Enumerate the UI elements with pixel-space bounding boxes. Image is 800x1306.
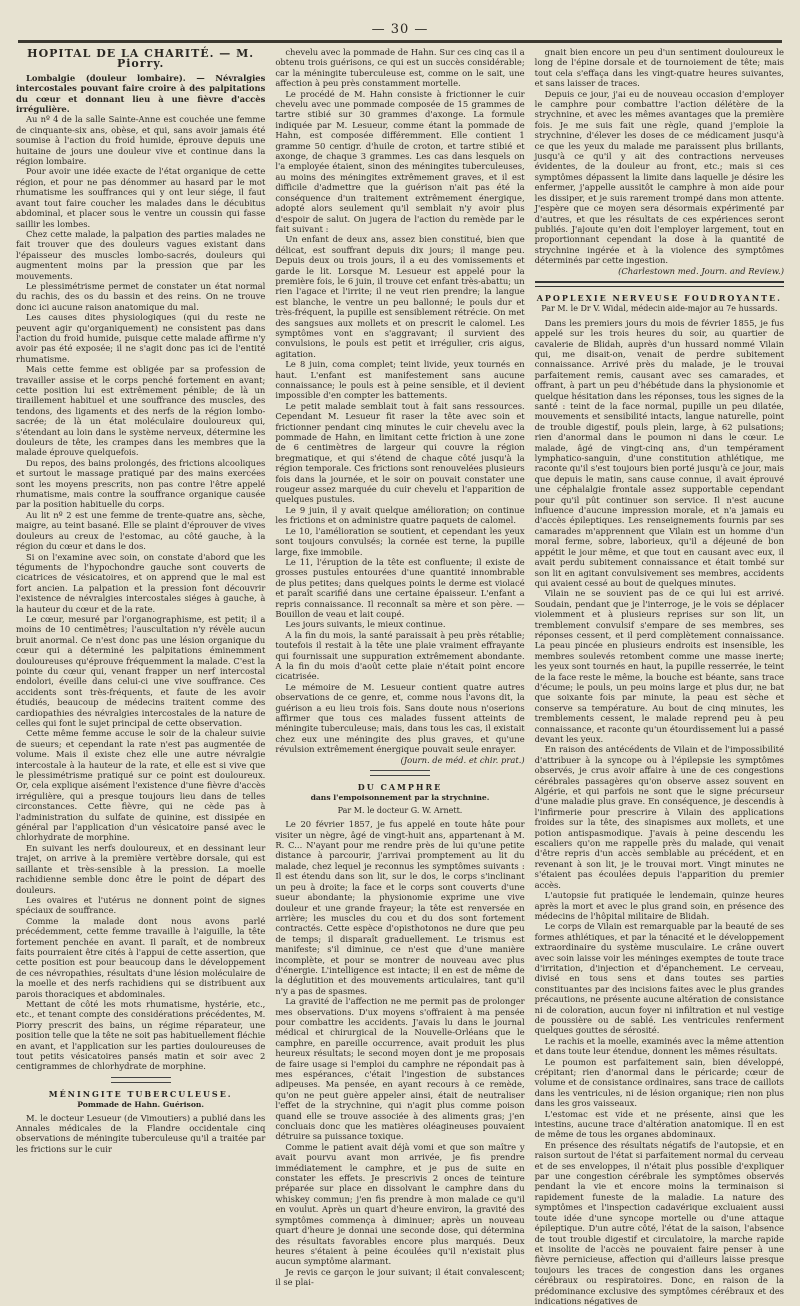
article-title-apoplexie: APOPLEXIE NERVEUSE FOUDROYANTE. xyxy=(536,292,782,303)
page-header xyxy=(10,8,790,40)
paragraph: En présence des résultats négatifs de l'autopsie, et en raison surtout de l'état si parfaitement normal du cerveau et de ses enveloppes, il n'était plus possible d'expliquer par une congestion cérébrale les symptômes observés pendant la vie et encore moins la terminaison si rapidement funeste de la maladie. La nature des symptômes et l'inspection cadavérique excluaient aussi toute idée d'une syncope mortelle ou d'une attaque épileptique. D'un autre côté, l'état de la saison, l'absence de tout trouble digestif et circulatoire, la marche rapide et insolite de l'accès ne pouvaient faire penser à une fièvre pernicieuse, affection qui d'ailleurs laisse presque toujours les traces de congestion dans les organes cérébraux ou respiratoires. Donc, en raison de la prédominance exclusive des symptômes cérébraux et des indications négatives de xyxy=(534,1139,784,1306)
article-body-camphre xyxy=(275,819,524,1287)
column-1 xyxy=(16,47,265,1177)
article-body-charite xyxy=(16,114,265,1071)
article-byline-apoplexie: Par M. le Dr V. Widal, médecin aide-major au 7e hussards. xyxy=(541,304,778,314)
paragraph: Le 8 juin, coma complet; teint livide, yeux tournés en haut. L'enfant est manifestement sans aucune connaissance; le pouls est à peine sensible, et il devient impossible d'en compter les battements. xyxy=(275,359,525,401)
paragraph: Le procédé de M. Hahn consiste à frictionner le cuir chevelu avec une pommade composée de 15 grammes de tartre stibié sur 30 grammes d'axonge. La formule indiquée par M. Lesueur, comme étant la pommade de Hahn, est composée différemment. Elle contient 1 gramme 50 centigr. d'huile de croton, et tartre stibié et axonge, de chaque 3 grammes. Les cas dans lesquels on l'a employée étaient, sinon des méningites tuberculeuses, au moins des méningites extrêmement graves, et il est difficile d'admettre que la guérison n'ait pas été la conséquence d'un traitement extrêmement énergique, adopté alors seulement qu'il semblait n'y avoir plus d'espoir de salut. On jugera de l'action du remède par le fait suivant : xyxy=(275,88,525,234)
paragraph: gnait bien encore un peu d'un sentiment douloureux le long de l'épine dorsale et de tournoiement de tête; mais tout cela s'effaça dans les vingt-quatre heures suivantes, et sans laisser de traces. xyxy=(534,47,784,89)
paragraph: chevelu avec la pommade de Hahn. Sur ces cinq cas il a obtenu trois guérisons, ce qui est un succès considérable; car la méningite tuberculeuse est, comme on le sait, une affection à peu près constamment mortelle. xyxy=(275,47,525,89)
paragraph: Le poumon est parfaitement sain, bien développé, crépitant; rien d'anormal dans le péricarde; cœur de volume et de consistance ordinaires, sans trace de caillots dans les ventricules, ni de lésion organique; rien non plus dans les gros vaisseaux. xyxy=(534,1056,784,1109)
column-3 xyxy=(534,47,784,1306)
source-citation: (Charlestown med. Journ. and Review.) xyxy=(618,265,784,276)
page-number: — 30 — xyxy=(371,22,429,37)
article-subtitle-camphre: dans l'empoisonnement par la strychnine. xyxy=(310,793,490,803)
paragraph: Dans les premiers jours du mois de février 1855, je fus appelé sur les trois heures du soir, au quartier de cavalerie de Blidah, auprès d'un hussard nommé Vilain qui, me disait-on, venait de perdre subitement connaissance. Arrivé près du malade, je le trouvai parfaitement remis, causant avec ses camarades, et offrant, à part un peu d'hébétude dans la physionomie et quelque hésitation dans les réponses, tous les signes de la santé : teint de la face normal, pupille un peu dilatée, mouvements et sensibilité intacts, langue naturelle, point de trouble digestif, pouls plein, large, à 62 pulsations; rien d'anormal dans le poumon ni dans le cœur. Le malade, âgé de vingt-cinq ans, d'un tempérament lymphatico-sanguin, d'une constitution athlétique, me raconte qu'il s'est toujours bien porté jusqu'à ce jour, mais que depuis le matin, sans cause connue, il avait éprouvé une céphalalgie frontale assez supportable cependant pour qu'il pût continuer son service. Il n'est aucune influence d'aucune impression morale, et n'a jamais eu d'accès épileptiques. Les renseignements fournis par ses camarades m'apprennent que Vilain est un homme d'un moral ferme, sobre, laborieux, qu'il a déjeuné de bon appétit le jour même, et que tout en causant avec eux, il avait perdu subitement connaissance et était tombé sur son lit en agitant convulsivement ses membres, accidents qui avaient cessé au bout de quelques minutes. xyxy=(534,317,784,588)
paragraph: Chez cette malade, la palpation des parties malades ne fait trouver que des douleurs vagues existant dans l'épaisseur des muscles lombo-sacrés, douleurs qui augmentent moins par la pression que par les mouvements. xyxy=(16,228,266,281)
paragraph: Si on l'examine avec soin, on constate d'abord que les téguments de l'hypochondre gauche sont couverts de cicatrices de vésicatoires, et on apprend que le mal est fort ancien. La palpation et la pression font découvrir l'existence de névralgies intercostales siéges à gauche, à la hauteur du cœur et de la rate. xyxy=(16,551,266,614)
paragraph: Les causes dites physiologiques (qui du reste ne peuvent agir qu'organiquement) ne consistent pas dans l'action du froid humide, puisque cette malade affirme n'y avoir pas été exposée; il ne s'agit donc pas ici de l'entité rhumatisme. xyxy=(16,312,266,364)
article-subtitle-meningite: Pommade de Hahn. Guérison. xyxy=(77,1100,205,1110)
paragraph: Depuis ce jour, j'ai eu de nouveau occasion d'employer le camphre pour combattre l'action délétère de la strychnine, et avec les mêmes avantages que la première fois. Je me suis fait une règle, quand j'emploie la strychnine, d'élever les doses de ce médicament jusqu'à ce que les yeux du malade me paraissent plus brillants, jusqu'à ce qu'il y ait des contractions nerveuses évidentes, de la douleur au front, etc.; mais si ces symptômes dépassent la limite dans laquelle je désire les enfermer, j'appelle aussitôt le camphre à mon aide pour les dissiper, et je suis rarement trompé dans mon attente. J'espère que ce moyen sera désormais expérimenté par d'autres, et que les résultats de ces expériences seront publiés. J'ajoute qu'en doit l'employer largement, tout en proportionnant cependant la dose à la quantité de strychnine ingérée et à la violence des symptômes déterminés par cette ingestion. xyxy=(534,88,784,266)
paragraph: Au nº 4 de la salle Sainte-Anne est couchée une femme de cinquante-six ans, obèse, et qui, sans avoir jamais été soumise à l'action du froid humide, éprouve depuis une huitaine de jours une douleur vive et continue dans la région lombaire. xyxy=(16,114,266,167)
article-body-meningite-cont xyxy=(275,47,524,755)
article-body-apoplexie xyxy=(535,318,784,1306)
article-byline-camphre: Par M. le docteur G. W. Arnett. xyxy=(337,805,463,815)
paragraph: En raison des antécédents de Vilain et de l'impossibilité d'attribuer à la syncope ou à l'épilepsie les symptômes observés, je crus avoir affaire à une de ces congestions cérébrales passagères qu'on observe assez souvent en Algérie, et qui parfois ne sont que le signe précurseur d'une maladie plus grave. En conséquence, je descendis à l'infirmerie pour prescrire à Vilain des applications froides sur la tête, des sinapismes aux mollets, et une potion antispasmodique. J'avais à peine descendu les escaliers qu'on me rappelle près du malade, qui venait d'être repris d'un accès semblable au précédent, et en revenant à son lit, je le trouvai mort. Vingt minutes ne s'étaient pas écoulées depuis l'apparition du premier accès. xyxy=(534,744,784,890)
article-body-meningite xyxy=(16,1113,265,1155)
paragraph: Comme la malade dont nous avons parlé précédemment, cette femme travaille à l'aiguille, la tête fortement penchée en avant. Il paraît, et de nombreux faits pourraient être cités à l'appui de cette assertion, que cette position est pour beaucoup dans le développement de ces névropathies, résultats d'une lésion moléculaire de la moelle et des nerfs rachidiens qui se distribuent aux parois thoraciques et abdominales. xyxy=(16,915,266,999)
paragraph: Le plessimétrisme permet de constater un état normal du rachis, des os du bassin et des reins. On ne trouve donc ici aucune raison anatomique du mal. xyxy=(16,280,266,312)
paragraph: A la fin du mois, la santé paraissait à peu près rétablie; toutefois il restait à la tête une plaie vraiment effrayante qui fournissait une suppuration extrêmement abondante. A la fin du mois d'août cette plaie n'était point encore cicatrisée. xyxy=(275,629,525,682)
paragraph: Le cœur, mesuré par l'organographisme, est petit; il a moins de 10 centimètres; l'auscultation n'y révèle aucun bruit anormal. Ce n'est donc pas une lésion organique du cœur qui a déterminé les palpitations éminemment douloureuses qu'éprouve fréquemment la malade. C'est la pointe du cœur qui, venant frapper un nerf intercostal endolori, éveille dans celui-ci une vive souffrance. Ces accidents sont très-fréquents, et faute de les avoir étudiés, beaucoup de médecins traitent comme des cardiopathies des névralgies intercostales de la nature de celles qui font le sujet principal de cette observation. xyxy=(16,613,266,728)
paragraph: La gravité de l'affection ne me permit pas de prolonger mes observations. D'ux moyens s'offraient à ma pensée pour combattre les accidents. J'avais lu dans le journal médical et chirurgical de la Nouvelle-Orléans que le camphre, en pareille occurrence, avait produit les plus heureux résultats; le second moyen dont je me proposais de faire usage si l'emploi du camphre ne répondait pas à mes espérances, c'était l'ingestion de substances adipeuses. Ma pensée, en ayant recours à ce remède, qu'on ne peut guère appeler ainsi, était de neutraliser l'effet de la strychnine, qui n'agit plus comme poison quand elle se trouve associée à des aliments gras; j'en concluais donc que les matières oléagineuses pouvaient détruire sa puissance toxique. xyxy=(275,996,525,1142)
paragraph: Mais cette femme est obligée par sa profession de travailler assise et le corps penché fortement en avant; cette position lui est extrêmement pénible; de là un tiraillement habituel et une souffrance des muscles, des tendons, des ligaments et des nerfs de la région lombo-sacrée; de là un état moléculaire douloureux qui, s'étendant au loin dans le système nerveux, détermine les douleurs de tête, les crampes dans les membres que la malade éprouve quelquefois. xyxy=(16,364,266,458)
paragraph: Un enfant de deux ans, assez bien constitué, bien que délicat, est souffrant depuis dix jours; il mange peu. Depuis deux ou trois jours, il a eu des vomissements et garde le lit. Lorsque M. Lesueur est appelé pour la première fois, le 6 juin, il trouve cet enfant très-abattu; un rien l'agace et l'irrite; il ne veut rien prendre; la langue est blanche, le ventre un peu ballonné; le pouls dur et très-fréquent, la pupille est sensiblement rétrécie. On met des sangsues aux mollets et on prescrit le calomel. Les symptômes vont en s'aggravant; il survient des convulsions, le pouls est petit et irrégulier, cris aigus, agitation. xyxy=(275,234,525,359)
paragraph: Les ovaires et l'utérus ne donnent point de signes spéciaux de souffrance. xyxy=(16,894,266,916)
paragraph: Mettant de côté les mots rhumatisme, hystérie, etc., etc., et tenant compte des considérations précédentes, M. Piorry prescrit des bains, un régime réparateur, une position telle que la tête ne soit pas habituellement fléchie en avant, et l'application sur les parties douloureuses de tout petits vésicatoires pansés matin et soir avec 2 centigrammes de chlorhydrate de morphine. xyxy=(16,998,266,1072)
paragraph: En suivant les nerfs douloureux, et en dessinant leur trajet, on arrive à la première vertèbre dorsale, qui est saillante et très-sensible à la pression. La moelle rachidienne semble donc être le point de départ des douleurs. xyxy=(16,842,266,895)
article-title-meningite: MÉNINGITE TUBERCULEUSE. xyxy=(48,1088,233,1099)
source-citation: (Journ. de méd. et chir. prat.) xyxy=(400,754,525,765)
paragraph: Le corps de Vilain est remarquable par la beauté de ses formes athlétiques, et par la ténacité et le développement extraordinaire du système musculaire. Le crâne ouvert avec soin laisse voir les méninges exemptes de toute trace d'irritation, d'injection et d'épanchement. Le cerveau, divisé en tous sens et dans toutes ses parties constituantes par des incisions faites avec le plus grandes précautions, ne présente aucune altération de consistance ni de coloration, aucun foyer ni infiltration et nul vestige de poussière ou de sablé. Les ventricules renferment quelques gouttes de sérosité. xyxy=(534,921,784,1036)
paragraph: Le 10, l'amélioration se soutient, et cependant les yeux sont toujours convulsés; la cornée est terne, la pupille large, fixe immobile. xyxy=(275,525,525,557)
paragraph: Du repos, des bains prolongés, des frictions alcooliques et surtout le massage pratiqué par des mains exercées sont les moyens prescrits, non pas contre l'être appelé rhumatisme, mais contre la souffrance organique causée par la position habituelle du corps. xyxy=(16,457,266,510)
article-subtitle-charite: Lombalgie (douleur lombaire). — Névralgies intercostales pouvant faire croire à des palpitations du cœur et donnant lieu à une fièvre d'accès irrégulière. xyxy=(16,72,266,115)
section-divider xyxy=(535,281,784,287)
article-body-camphre-cont xyxy=(535,47,784,266)
paragraph: L'estomac est vide et ne présente, ainsi que les intestins, aucune trace d'altération anatomique. Il en est de même de tous les organes abdominaux. xyxy=(534,1108,784,1140)
paragraph: M. le docteur Lesueur (de Vimoutiers) a publié dans les Annales médicales de la Flandre occidentale cinq observations de méningite tuberculeuse qu'il a traitée par les frictions sur le cuir xyxy=(16,1112,266,1154)
paragraph: Le 11, l'éruption de la tête est confluente; il existe de grosses pustules entourées d'une quantité innombrable de plus petites; dans quelques points le derme est violacé et paraît scarifié dans une certaine épaisseur. L'enfant a repris connaissance. Il reconnaît sa mère et son père. — Bouillon de veau et lait coupé. xyxy=(275,556,525,619)
paragraph: Vilain ne se souvient pas de ce qui lui est arrivé. Soudain, pendant que je l'interroge, je le vois se déplacer violemment et à plusieurs reprises sur son lit, un tremblement convulsif s'empare de ses membres, ses réponses cessent, et il perd complètement connaissance. La peau pincée en plusieurs endroits est insensible, les membres soulevés retombent comme une masse inerte; les yeux sont tournés en haut, la pupille resserrée, le teint de la face reste le même, la bouche est béante, sans trace d'écume; le pouls, un peu moins large et plus dur, ne bat que soixante fois par minute, la peau est sèche et conserve sa température. Au bout de cinq minutes, les tremblements cessent, le malade reprend peu à peu connaissance, et raconte qu'un étourdissement lui a passé devant les yeux. xyxy=(534,588,784,744)
column-2 xyxy=(275,47,525,1288)
section-divider xyxy=(370,770,430,776)
article-title-camphre: DU CAMPHRE xyxy=(357,782,443,793)
paragraph: Le rachis et la moelle, examinés avec la même attention et dans toute leur étendue, donnent les mêmes résultats. xyxy=(534,1035,784,1057)
paragraph: Comme le patient avait déjà vomi et que son maître y avait pourvu avant mon arrivée, je fis prendre immédiatement le camphre, et je pus de suite en constater les effets. Je prescrivis 2 onces de teinture préparée sur place en dissolvant le camphre dans du whiskey commun; j'en fis prendre à mon malade ce qu'il en voulut. Après un quart d'heure environ, la gravité des symptômes commença à diminuer; après un nouveau quart d'heure je donnai une seconde dose, qui détermina des résultats favorables encore plus marqués. Deux heures s'étaient à peine écoulées qu'il n'existait plus aucun symptôme alarmant. xyxy=(275,1141,525,1267)
paragraph: Le 9 juin, il y avait quelque amélioration; on continue les frictions et on administre quatre paquets de calomel. xyxy=(275,504,525,526)
paragraph: Le mémoire de M. Lesueur contient quatre autres observations de ce genre, et, comme nous l'avons dit, la guérison a eu lieu trois fois. Sans doute nous n'oserions affirmer que tous ces malades fussent atteints de méningite tuberculeuse; mais, dans tous les cas, il existait chez eux une méningite des plus graves, et qu'une révulsion extrêmement énergique pouvait seule enrayer. xyxy=(275,681,525,755)
article-title-charite: HOPITAL DE LA CHARITÉ. — M. Piorry. xyxy=(27,47,255,71)
paragraph: Pour avoir une idée exacte de l'état organique de cette région, et pour ne pas dénommer au hasard par le mot rhumatisme les souffrances qui y ont leur siége, il faut avant tout faire coucher les malades dans le décubitus abdominal, et placer sous le ventre un coussin qui fasse saillir les lombes. xyxy=(16,166,266,229)
columns xyxy=(10,43,790,1306)
paragraph: Je revis ce garçon le jour suivant; il était convalescent; il se plai- xyxy=(275,1266,525,1288)
paragraph: Cette même femme accuse le soir de la chaleur suivie de sueurs; et cependant la rate n'est pas augmentée de volume. Mais il existe chez elle une autre névralgie intercostale à la hauteur de la rate, et elle est si vive que le plessimétrisme pratiqué sur ce point est douloureux. Or, cela explique aisément l'existence d'une fièvre d'accès irrégulière, qui a presque toujours lieu dans de telles circonstances. Cette fièvre, qui ne cède pas à l'administration du sulfate de quinine, est dissipée en général par l'application d'un vésicatoire pansé avec le chlorhydrate de morphine. xyxy=(16,728,266,843)
paragraph: L'autopsie fut pratiquée le lendemain, quinze heures après la mort et avec le plus grand soin, en présence des médecins de l'hôpital militaire de Blidah. xyxy=(534,890,784,921)
section-divider xyxy=(111,1077,171,1083)
paragraph: Le 20 février 1857, je fus appelé en toute hâte pour visiter un nègre, âgé de vingt-huit ans, appartenant à M. R. C... N'ayant pour me rendre près de lui qu'une petite distance à parcourir, j'arrivai promptement au lit du malade, chez lequel je reconnus les symptômes suivants : Il est étendu dans son lit, sur le dos, le corps s'inclinant un peu à droite; la face et le corps sont couverts d'une sueur abondante; la physionomie exprime une vive douleur et une grande frayeur; la tête est renversée en arrière; les muscles du cou et du dos sont fortement contractés. Cette espèce d'opisthotonos ne dure que peu de temps; il disparaît graduellement. Le trismus est manifeste; s'il diminue, ce n'est que d'une manière incomplète, et pour se montrer de nouveau avec plus d'énergie. L'intelligence est intacte; il en est de même de la déglutition et des mouvements articulaires, tant qu'il n'y a pas de spasmes. xyxy=(275,819,525,996)
paragraph: Au lit nº 2 est une femme de trente-quatre ans, sèche, maigre, au teint basané. Elle se plaint d'éprouver de vives douleurs au creux de l'estomac, au côté gauche, à la région du cœur et dans le dos. xyxy=(16,509,266,552)
paragraph: Le petit malade semblait tout à fait sans ressources. Cependant M. Lesueur fit raser la tête avec soin et frictionner pendant cinq minutes le cuir chevelu avec la pommade de Hahn, en limitant cette friction à une zone de 6 centimètres de largeur qui couvre la région bregmatique, et qui s'étend de chaque côté jusqu'à la région temporale. Ces frictions sont renouvelées plusieurs fois dans la journée, et le soir on pouvait constater une rougeur assez marquée du cuir chevelu et l'apparition de quelques pustules. xyxy=(275,400,525,505)
paragraph: Les jours suivants, le mieux continue. xyxy=(285,619,446,630)
